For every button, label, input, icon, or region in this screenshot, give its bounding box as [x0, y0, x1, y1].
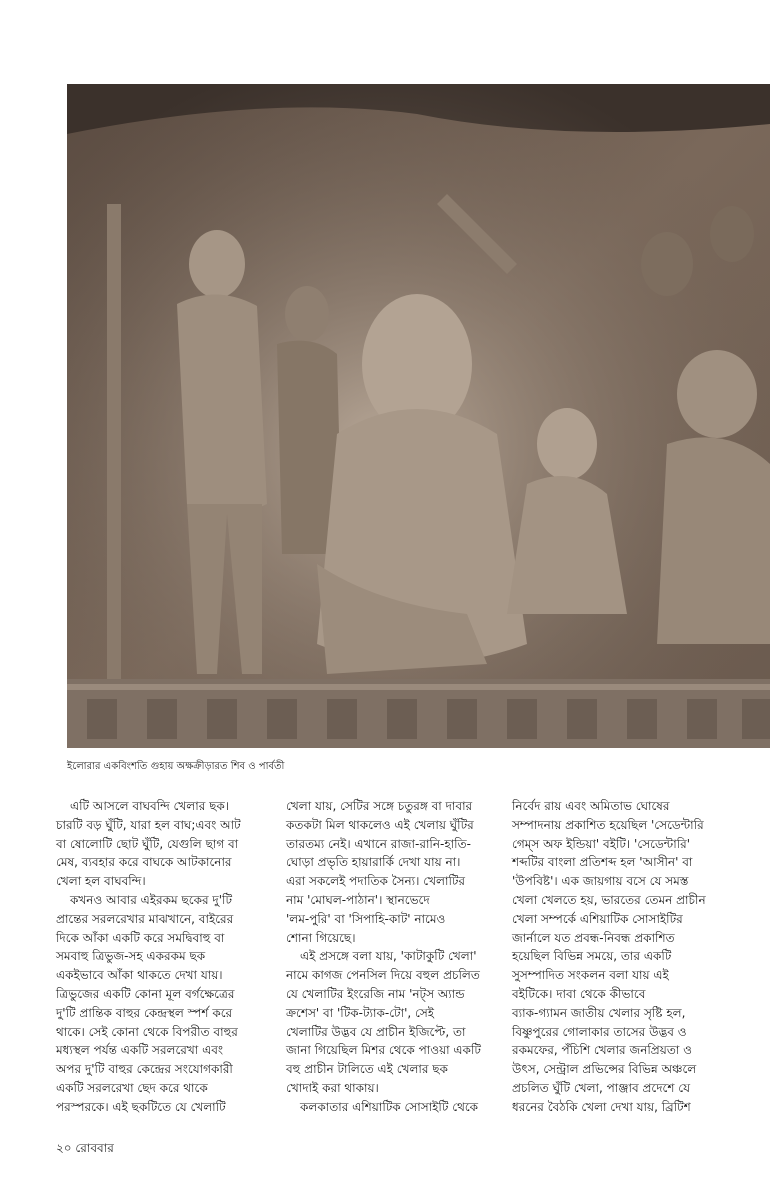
text-line: ঘোড়া প্রভৃতি হায়ারার্কি দেখা যায় না।: [286, 855, 461, 870]
text-line: কখনও আবার এইরকম ছকের দু'টি: [70, 892, 232, 907]
text-column-1: [56, 797, 278, 1117]
text-column-2: [286, 797, 508, 1117]
relief-photo-drawing: [67, 84, 770, 748]
text-line: নির্বেদ রায় এবং অমিতাভ ঘোষের: [512, 799, 670, 813]
text-line: খেলা যায়, সেটির সঙ্গে চতুরঙ্গ বা দাবার: [286, 799, 473, 813]
text-line: রকমফের, পঁচিশি খেলার জনপ্রিয়তা ও: [512, 1043, 692, 1058]
text-line: প্রান্তের সরলরেখার মাঝখানে, বাইরের: [56, 911, 234, 926]
text-line: দিকে আঁকা একটি করে সমদ্বিবাহু বা: [56, 930, 225, 945]
text-line: শব্দটির বাংলা প্রতিশব্দ হল 'আসীন' বা: [512, 855, 693, 870]
text-line: ত্রিভুজের একটি কোনা মূল বর্গক্ষেত্রের: [56, 986, 235, 1001]
text-line: উৎস, সেন্ট্রাল প্রভিন্সের বিভিন্ন অঞ্চলে: [512, 1062, 697, 1077]
text-line: বা ষোলোটি ছোট ঘুঁটি, যেগুলি ছাগ বা: [56, 836, 239, 851]
text-line: সমবাহু ত্রিভুজ-সহ একরকম ছক: [56, 949, 206, 964]
text-line: 'উপবিষ্ট'। এক জায়গায় বসে যে সমস্ত: [512, 874, 689, 889]
text-line: খেলা সম্পর্কে এশিয়াটিক সোসাইটির: [512, 911, 683, 926]
text-line: ব্যাক-গ্যামন জাতীয় খেলার সৃষ্টি হল,: [512, 1005, 686, 1020]
text-line: চারটি বড় ঘুঁটি, যারা হল বাঘ;এবং আট: [56, 817, 241, 832]
text-line: এটি আসলে বাঘবন্দি খেলার ছক।: [70, 799, 230, 813]
text-line: বিষ্ণুপুরের গোলাকার তাসের উদ্ভব ও: [512, 1024, 687, 1039]
text-line: থাকে। সেই কোনা থেকে বিপরীত বাহুর: [56, 1024, 238, 1039]
text-line: গেম্স অফ ইন্ডিয়া' বইটি। 'সেডেন্টারি': [512, 836, 691, 851]
photo-caption: ইলোরার একবিংশতি গুহায় অক্ষক্রীড়ারত শিব ও পার্বতী: [67, 761, 285, 772]
text-line: বহু প্রাচীন টালিতে এই খেলার ছক: [286, 1062, 448, 1077]
text-line: শোনা গিয়েছে।: [286, 930, 356, 945]
text-line: খেলা হল বাঘবন্দি।: [56, 874, 146, 889]
text-line: যে খেলাটির ইংরেজি নাম 'নট্স অ্যান্ড: [286, 986, 465, 1001]
text-line: খোদাই করা থাকায়।: [286, 1080, 379, 1095]
text-column-3: [512, 797, 738, 1117]
text-line: এই প্রসঙ্গে বলা যায়, 'কাটাকুটি খেলা': [300, 949, 477, 964]
text-line: একটি সরলরেখা ছেদ করে থাকে: [56, 1080, 208, 1095]
text-line: হয়েছিল বিভিন্ন সময়ে, তার একটি: [512, 949, 672, 964]
text-line: এরা সকলেই পদাতিক সৈন্য। খেলাটির: [286, 874, 466, 889]
text-line: 'লম-পুরি' বা 'সিপাহি-কাট' নামেও: [286, 911, 446, 926]
text-line: কতকটা মিল থাকলেও এই খেলায় ঘুঁটির: [286, 817, 474, 832]
text-line: ধরনের বৈঠকি খেলা দেখা যায়, ব্রিটিশ: [512, 1099, 691, 1114]
text-line: জানা গিয়েছিল মিশর থেকে পাওয়া একটি: [286, 1043, 481, 1058]
text-line: জার্নালে যত প্রবন্ধ-নিবন্ধ প্রকাশিত: [512, 930, 675, 945]
page-folio: ২০ রোববার: [56, 1141, 114, 1155]
text-line: অপর দু'টি বাহুর কেন্দ্রের সংযোগকারী: [56, 1062, 233, 1077]
text-line: ক্রশেস' বা 'টিক-ট্যাক-টো', সেই: [286, 1005, 435, 1020]
relief-photo: [67, 84, 770, 748]
text-line: খেলাটির উদ্ভব যে প্রাচীন ইজিপ্টে, তা: [286, 1024, 466, 1039]
text-line: কলকাতার এশিয়াটিক সোসাইটি থেকে: [300, 1099, 479, 1114]
text-line: নাম 'মোঘল-পাঠান'। স্থানভেদে: [286, 892, 430, 907]
text-line: মেষ, ব্যবহার করে বাঘকে আটকানোর: [56, 855, 232, 870]
text-line: খেলা খেলতে হয়, ভারতের তেমন প্রাচীন: [512, 892, 706, 907]
text-line: সুসম্পাদিত সংকলন বলা যায় এই: [512, 968, 669, 983]
text-line: পরস্পরকে। এই ছকটিতে যে খেলাটি: [56, 1099, 226, 1114]
text-line: দু'টি প্রান্তিক বাহুর কেন্দ্রস্থল স্পর্শ করে: [56, 1005, 233, 1020]
text-line: তারতম্য নেই। এখানে রাজা-রানি-হাতি-: [286, 836, 471, 851]
text-line: প্রচলিত ঘুঁটি খেলা, পাঞ্জাব প্রদেশে যে: [512, 1080, 691, 1095]
text-line: বইটিকে। দাবা থেকে কীভাবে: [512, 986, 646, 1001]
text-line: নামে কাগজ পেনসিল দিয়ে বহুল প্রচলিত: [286, 968, 480, 983]
text-line: মধ্যস্থল পর্যন্ত একটি সরলরেখা এবং: [56, 1043, 224, 1058]
text-line: একইভাবে আঁকা থাকতে দেখা যায়।: [56, 968, 223, 983]
text-line: সম্পাদনায় প্রকাশিত হয়েছিল 'সেডেন্টারি: [512, 817, 704, 832]
